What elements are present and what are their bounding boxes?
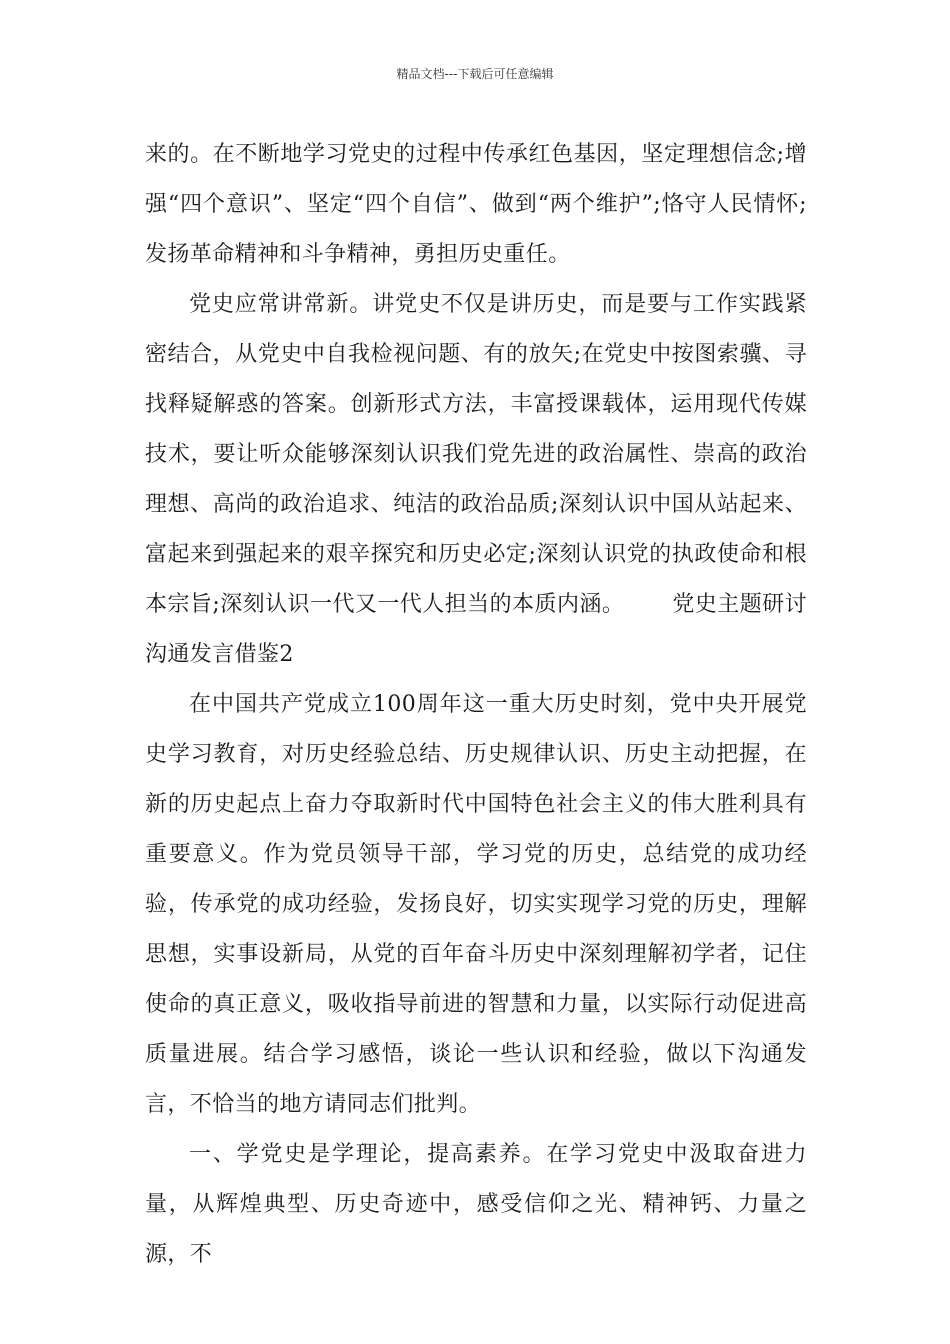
paragraph-continuation: 来的。在不断地学习党史的过程中传承红色基因，坚定理想信念;增强“四个意识”、坚定“四个自信”、做到“两个维护”;恪守人民情怀;发扬革命精神和斗争精神，勇担历史重任。 [145, 142, 807, 267]
paragraph-centenary: 在中国共产党成立100周年这一重大历史时刻，党中央开展党史学习教育，对历史经验总结、历史规律认识、历史主动把握，在新的历史起点上奋力夺取新时代中国特色社会主义的伟大胜利具有重要意义。作为党员领导干部，学习党的历史，总结党的成功经验，传承党的成功经验，发扬良好，切实实现学习党的历史，理解思想，实事设新局，从党的百年奋斗历史中深刻理解初学者，记住使命的真正意义，吸收指导前进的智慧和力量，以实际行动促进高质量进展。结合学习感悟，谈论一些认识和经验，做以下沟通发言，不恰当的地方请同志们批判。 [145, 692, 807, 1117]
paragraph-point-one: 一、学党史是学理论，提高素养。在学习党史中汲取奋进力量，从辉煌典型、历史奇迹中，感受信仰之光、精神钙、力量之源，不 [145, 1142, 807, 1267]
paragraph-text: 党史应常讲常新。讲党史不仅是讲历史，而是要与工作实践紧密结合，从党史中自我检视问题、有的放矢;在党史中按图索骥、寻找释疑解惑的答案。创新形式方法，丰富授课载体，运用现代传媒技术，要让听众能够深刻认识我们党先进的政治属性、崇高的政治理想、高尚的政治追求、纯洁的政治品质;深刻认识中国从站起来、富起来到强起来的艰辛探究和历史必定;深刻认识党的执政使命和根本宗旨;深刻认识一代又一代人担当的本质内涵。 [145, 292, 807, 617]
document-body [145, 130, 807, 1280]
paragraph-party-history-lecture [145, 280, 807, 680]
page-header: 精品文档---下载后可任意编辑 [396, 67, 554, 81]
section-title: 党史主题研讨沟通发言借鉴2 [145, 592, 807, 667]
